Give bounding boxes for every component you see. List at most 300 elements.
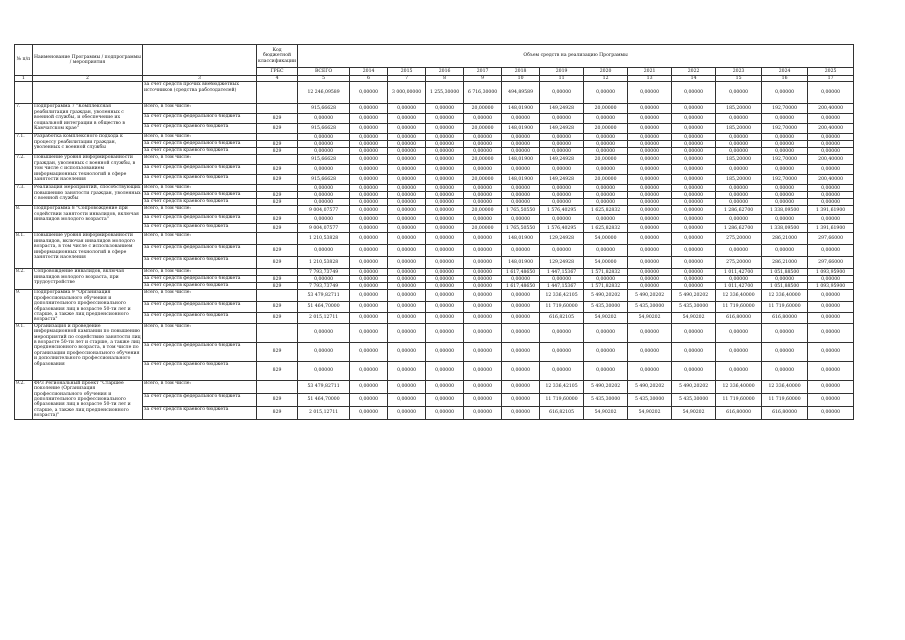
amount-cell: 5 435,30000 [628,301,672,312]
amount-cell: 0,00000 [464,393,502,406]
amount-cell: 0,00000 [464,380,502,393]
amount-cell: 0,00000 [672,114,716,124]
amount-cell: 0,00000 [388,134,426,141]
amount-cell: 0,00000 [762,148,808,155]
grbs-code: 829 [257,312,298,323]
amount-cell: 0,00000 [628,199,672,206]
amount-cell: 0,00000 [628,165,672,175]
amount-cell: 0,00000 [716,165,762,175]
amount-cell: 0,00000 [716,185,762,192]
row-number: 7. [15,104,33,134]
amount-cell: 1 447,15367 [540,269,584,276]
amount-cell: 0,00000 [426,342,464,361]
amount-cell: 20,00000 [464,155,502,165]
funding-source: за счет средств краевого бюджета [143,124,257,134]
amount-cell: 0,00000 [672,192,716,199]
grbs-code: 829 [257,175,298,185]
amount-cell: 0,00000 [540,215,584,224]
amount-cell: 0,00000 [808,185,854,192]
header-year-0: ВСЕГО [298,68,350,76]
amount-cell: 0,00000 [388,165,426,175]
table-row [15,104,854,114]
amount-cell: 148,01900 [502,155,540,165]
amount-cell: 0,00000 [464,114,502,124]
header-index-cell: 13 [628,76,672,82]
amount-cell: 0,00000 [350,206,388,215]
amount-cell: 0,00000 [672,269,716,276]
amount-cell: 0,00000 [628,283,672,290]
amount-cell: 0,00000 [426,269,464,276]
amount-cell: 0,00000 [584,276,628,283]
amount-cell: 1 765,50550 [502,206,540,215]
amount-cell: 0,00000 [464,406,502,419]
amount-cell: 148,01900 [502,257,540,269]
grbs-code: 829 [257,224,298,233]
amount-cell: 185,20000 [716,155,762,165]
amount-cell: 0,00000 [388,114,426,124]
amount-cell: 0,00000 [716,215,762,224]
table-row [15,323,854,342]
funding-source: за счет средств федерального бюджета [143,342,257,361]
table-row [15,269,854,276]
amount-cell: 0,00000 [540,361,584,380]
amount-cell: 0,00000 [628,323,672,342]
amount-cell: 0,00000 [464,257,502,269]
amount-cell: 5 435,30000 [584,393,628,406]
amount-cell: 0,00000 [502,406,540,419]
amount-cell: 5 435,30000 [672,301,716,312]
amount-cell: 0,00000 [388,124,426,134]
amount-cell: 0,00000 [464,342,502,361]
amount-cell: 297,66000 [808,257,854,269]
amount-cell: 0,00000 [426,206,464,215]
amount-cell: 1 210,53828 [298,257,350,269]
grbs-code: 829 [257,141,298,148]
amount-cell: 0,00000 [502,290,540,301]
funding-source: за счет средств краевого бюджета [143,406,257,419]
amount-cell: 286,21000 [762,233,808,245]
amount-cell: 53 479,82711 [298,290,350,301]
amount-cell: 0,00000 [628,104,672,114]
row-number: 7.1. [15,134,33,155]
row-number: 7.3. [15,185,33,206]
program-name: Подпрограмма 9 "Организация профессионального обучения и дополнительного профессионального образования лиц в возрасте 50-ти лет и старше, а также лиц предпенсионного возраста" [33,290,143,323]
amount-cell: 0,00000 [628,206,672,215]
amount-cell: 0,00000 [298,199,350,206]
amount-cell: 0,00000 [808,134,854,141]
amount-cell: 915,66628 [298,104,350,114]
amount-cell: 0,00000 [350,269,388,276]
amount-cell: 0,00000 [808,290,854,301]
amount-cell: 0,00000 [672,342,716,361]
amount-cell: 192,70000 [762,104,808,114]
amount-cell: 0,00000 [464,245,502,257]
amount-cell: 1 765,50550 [502,224,540,233]
amount-cell: 0,00000 [388,215,426,224]
header-year-11: 2024 [762,68,808,76]
amount-cell: 0,00000 [808,245,854,257]
amount-cell: 0,00000 [298,342,350,361]
amount-cell: 0,00000 [350,199,388,206]
program-name: Разработка комплексного подхода к процессу реабилитации граждан, уволенных с военной службы [33,134,143,155]
amount-cell: 0,00000 [762,215,808,224]
amount-cell: 0,00000 [502,380,540,393]
amount-cell: 0,00000 [388,141,426,148]
amount-cell: 51 464,70000 [298,301,350,312]
header-year-12: 2025 [808,68,854,76]
amount-cell: 0,00000 [808,276,854,283]
amount-cell: 0,00000 [298,165,350,175]
amount-cell: 1 617,48650 [502,269,540,276]
funding-source: за счет средств краевого бюджета [143,312,257,323]
amount-cell: 12 336,40000 [762,290,808,301]
amount-cell: 0,00000 [464,276,502,283]
row-number: 8.1. [15,233,33,269]
amount-cell: 5 490,20202 [672,290,716,301]
amount-cell: 0,00000 [350,406,388,419]
amount-cell: 0,00000 [350,361,388,380]
amount-cell: 0,00000 [628,257,672,269]
amount-cell: 0,00000 [502,148,540,155]
header-grbs: ГРБС [257,68,298,76]
amount-cell: 54,90202 [584,312,628,323]
amount-cell: 1 571,82832 [584,269,628,276]
amount-cell: 0,00000 [388,199,426,206]
amount-cell: 0,00000 [808,323,854,342]
header-index-cell: 14 [672,76,716,82]
amount-cell: 0,00000 [350,245,388,257]
amount-cell: 1 011,42700 [716,283,762,290]
amount-cell: 0,00000 [540,114,584,124]
amount-cell: 0,00000 [672,185,716,192]
amount-cell: 0,00000 [464,148,502,155]
amount-cell: 0,00000 [628,192,672,199]
amount-cell: 5 435,30000 [584,301,628,312]
table-body [15,82,854,419]
amount-cell: 12 336,42105 [540,290,584,301]
amount-cell: 0,00000 [716,323,762,342]
amount-cell: 0,00000 [426,245,464,257]
amount-cell: 286,21000 [762,257,808,269]
amount-cell: 0,00000 [388,406,426,419]
amount-cell: 0,00000 [464,185,502,192]
table-row [15,380,854,393]
amount-cell: 915,66628 [298,124,350,134]
grbs-code: 829 [257,276,298,283]
amount-cell: 0,00000 [350,393,388,406]
amount-cell: 185,20000 [716,175,762,185]
amount-cell: 148,01900 [502,104,540,114]
amount-cell: 0,00000 [502,361,540,380]
amount-cell: 20,00000 [464,124,502,134]
amount-cell: 0,00000 [388,283,426,290]
amount-cell: 616,80000 [716,406,762,419]
grbs-code: 829 [257,257,298,269]
amount-cell: 1 617,48650 [502,283,540,290]
amount-cell: 0,00000 [672,148,716,155]
amount-cell: 0,00000 [584,82,628,104]
amount-cell: 494,89589 [502,82,540,104]
program-name: Повышение уровня информированности инвалидов, включая инвалидов молодого возраста, в том числе с использованием информационных технологий в сфере занятости населения [33,233,143,269]
amount-cell: 616,80000 [762,406,808,419]
amount-cell: 0,00000 [388,224,426,233]
amount-cell: 20,00000 [464,104,502,114]
amount-cell: 0,00000 [502,393,540,406]
table-row [15,206,854,215]
amount-cell: 0,00000 [464,323,502,342]
header-index-cell: 3 [143,76,257,82]
grbs-code [257,155,298,165]
funding-source: Всего, в том числе: [143,206,257,215]
header-index-cell: 12 [584,76,628,82]
amount-cell: 0,00000 [298,276,350,283]
amount-cell: 0,00000 [540,192,584,199]
amount-cell: 53 479,82711 [298,380,350,393]
amount-cell: 616,80000 [762,312,808,323]
amount-cell: 20,00000 [464,206,502,215]
amount-cell: 0,00000 [762,134,808,141]
amount-cell: 192,70000 [762,124,808,134]
amount-cell: 0,00000 [672,165,716,175]
amount-cell: 20,00000 [584,124,628,134]
grbs-code: 829 [257,393,298,406]
amount-cell: 0,00000 [426,224,464,233]
amount-cell: 0,00000 [350,192,388,199]
amount-cell: 0,00000 [388,148,426,155]
amount-cell: 0,00000 [464,301,502,312]
header-year-3: 2016 [426,68,464,76]
amount-cell: 0,00000 [388,175,426,185]
amount-cell: 616,80000 [716,312,762,323]
header-index-cell: 7 [388,76,426,82]
amount-cell: 200,40000 [808,124,854,134]
amount-cell: 0,00000 [388,269,426,276]
amount-cell: 0,00000 [426,175,464,185]
amount-cell: 616,82105 [540,312,584,323]
amount-cell: 0,00000 [426,165,464,175]
amount-cell: 5 435,30000 [672,393,716,406]
header-index-cell: 4 [257,76,298,82]
amount-cell: 0,00000 [540,276,584,283]
amount-cell: 0,00000 [762,185,808,192]
amount-cell: 0,00000 [502,114,540,124]
amount-cell: 0,00000 [808,301,854,312]
amount-cell: 0,00000 [762,342,808,361]
amount-cell: 0,00000 [502,323,540,342]
amount-cell: 0,00000 [464,283,502,290]
amount-cell: 0,00000 [808,215,854,224]
amount-cell: 149,24928 [540,155,584,165]
header-year-2: 2015 [388,68,426,76]
grbs-code: 829 [257,124,298,134]
amount-cell: 0,00000 [426,141,464,148]
amount-cell: 0,00000 [540,342,584,361]
amount-cell: 0,00000 [716,199,762,206]
row-number: 8.2. [15,269,33,290]
amount-cell: 0,00000 [350,104,388,114]
row-number: 9. [15,290,33,323]
amount-cell: 0,00000 [762,141,808,148]
amount-cell: 5 490,20202 [628,380,672,393]
amount-cell: 11 719,60000 [540,301,584,312]
amount-cell: 0,00000 [502,301,540,312]
grbs-code: 829 [257,283,298,290]
funding-source: Всего, в том числе: [143,323,257,342]
amount-cell: 0,00000 [388,361,426,380]
amount-cell: 54,90202 [628,312,672,323]
row-number: 7.2. [15,155,33,185]
amount-cell: 0,00000 [350,148,388,155]
amount-cell: 0,00000 [350,290,388,301]
amount-cell: 0,00000 [584,199,628,206]
amount-cell: 54,00000 [584,233,628,245]
amount-cell: 12 336,40000 [716,380,762,393]
amount-cell: 1 625,82832 [584,224,628,233]
grbs-code: 829 [257,361,298,380]
amount-cell: 0,00000 [672,206,716,215]
amount-cell: 20,00000 [464,224,502,233]
amount-cell: 0,00000 [350,175,388,185]
funding-source: за счет средств прочих внебюджетных источников (средства работодателей) [143,82,257,104]
amount-cell: 0,00000 [426,185,464,192]
amount-cell: 0,00000 [464,192,502,199]
amount-cell: 149,24928 [540,124,584,134]
grbs-code: 829 [257,199,298,206]
header-year-10: 2023 [716,68,762,76]
header-index-cell: 10 [502,76,540,82]
amount-cell: 0,00000 [672,283,716,290]
amount-cell: 0,00000 [540,141,584,148]
amount-cell: 0,00000 [388,342,426,361]
amount-cell: 0,00000 [716,114,762,124]
funding-source: за счет средств федерального бюджета [143,192,257,199]
amount-cell: 200,40000 [808,155,854,165]
amount-cell: 0,00000 [426,361,464,380]
amount-cell: 0,00000 [426,380,464,393]
amount-cell: 0,00000 [672,124,716,134]
funding-source: Всего, в том числе: [143,269,257,276]
amount-cell: 0,00000 [628,134,672,141]
header-year-8: 2021 [628,68,672,76]
amount-cell: 0,00000 [388,380,426,393]
amount-cell: 11 719,60000 [716,301,762,312]
amount-cell: 200,40000 [808,104,854,114]
amount-cell: 0,00000 [716,141,762,148]
amount-cell: 0,00000 [426,276,464,283]
amount-cell: 1 286,62700 [716,224,762,233]
table-row [15,82,854,104]
amount-cell: 0,00000 [350,82,388,104]
program-name: Реализация мероприятий, способствующих повышению занятости граждан, уволенных с военной службы [33,185,143,206]
program-name: Подпрограмма 8 "Сопровождение при содействии занятости инвалидов, включая инвалидов молодого возраста" [33,206,143,233]
grbs-code: 829 [257,165,298,175]
amount-cell: 0,00000 [628,148,672,155]
amount-cell: 0,00000 [716,82,762,104]
grbs-code: 829 [257,342,298,361]
amount-cell: 0,00000 [672,276,716,283]
amount-cell: 0,00000 [426,134,464,141]
amount-cell: 0,00000 [502,342,540,361]
amount-cell: 0,00000 [426,290,464,301]
header-program: Наименование Программы / подпрограммы / мероприятия [33,45,143,76]
grbs-code: 829 [257,406,298,419]
amount-cell: 0,00000 [584,114,628,124]
amount-cell: 1 011,42700 [716,269,762,276]
funding-source: за счет средств федерального бюджета [143,141,257,148]
amount-cell: 0,00000 [298,148,350,155]
table-row [15,134,854,141]
amount-cell: 0,00000 [426,301,464,312]
amount-cell: 0,00000 [716,148,762,155]
amount-cell: 0,00000 [584,185,628,192]
amount-cell: 0,00000 [464,199,502,206]
amount-cell: 5 490,20202 [584,380,628,393]
grbs-code [257,185,298,192]
amount-cell: 0,00000 [298,185,350,192]
amount-cell: 7 793,73749 [298,269,350,276]
amount-cell: 0,00000 [584,342,628,361]
amount-cell: 149,24928 [540,175,584,185]
amount-cell: 1 093,95900 [808,269,854,276]
amount-cell: 200,40000 [808,175,854,185]
amount-cell: 0,00000 [426,323,464,342]
amount-cell: 0,00000 [502,199,540,206]
amount-cell: 0,00000 [540,165,584,175]
amount-cell: 0,00000 [808,192,854,199]
amount-cell: 1 576,40295 [540,206,584,215]
amount-cell: 0,00000 [502,185,540,192]
amount-cell: 0,00000 [298,245,350,257]
amount-cell: 0,00000 [350,141,388,148]
amount-cell: 0,00000 [540,245,584,257]
amount-cell: 0,00000 [716,342,762,361]
header-index-cell: 6 [350,76,388,82]
header-num: № п/п [15,45,33,76]
funding-source: за счет средств федерального бюджета [143,276,257,283]
amount-cell: 185,20000 [716,104,762,114]
amount-cell: 9 004,07577 [298,206,350,215]
amount-cell: 0,00000 [298,134,350,141]
amount-cell: 0,00000 [808,82,854,104]
funding-source: за счет средств федерального бюджета [143,165,257,175]
amount-cell: 0,00000 [464,312,502,323]
amount-cell: 0,00000 [350,215,388,224]
amount-cell: 11 719,60000 [762,301,808,312]
amount-cell: 0,00000 [388,393,426,406]
grbs-code [257,290,298,301]
amount-cell: 0,00000 [628,175,672,185]
amount-cell: 54,90202 [584,406,628,419]
funding-source: Всего, в том числе: [143,104,257,114]
program-name: Организация и проведение информационной кампании по повышению мероприятий по содействию занятости лиц в возрасте 50-ти лет и старше, а также лиц предпенсионного возраста, в том числе по организации профессионального обучения и дополнительного профессионального образования [33,323,143,380]
amount-cell: 54,90202 [672,312,716,323]
amount-cell: 11 719,60000 [716,393,762,406]
amount-cell: 0,00000 [716,276,762,283]
header-year-4: 2017 [464,68,502,76]
amount-cell: 0,00000 [464,233,502,245]
amount-cell: 0,00000 [762,361,808,380]
amount-cell: 0,00000 [672,215,716,224]
amount-cell: 0,00000 [388,233,426,245]
amount-cell: 0,00000 [464,269,502,276]
funding-source: за счет средств краевого бюджета [143,148,257,155]
amount-cell: 1 286,62700 [716,206,762,215]
amount-cell: 1 391,61900 [808,206,854,215]
amount-cell: 0,00000 [426,233,464,245]
amount-cell: 0,00000 [350,124,388,134]
amount-cell: 54,00000 [584,257,628,269]
amount-cell: 1 051,88500 [762,283,808,290]
